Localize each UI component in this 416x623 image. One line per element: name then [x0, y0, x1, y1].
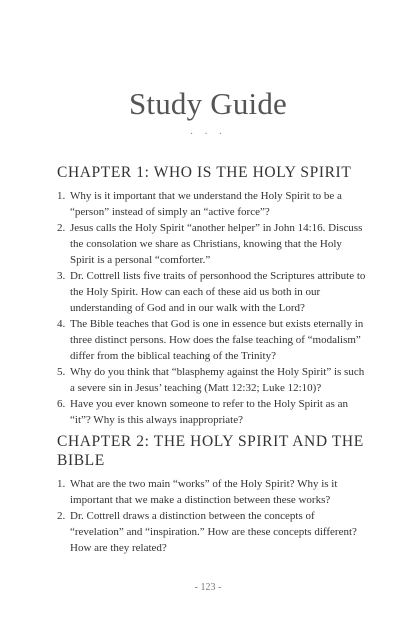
question-item [57, 268, 367, 316]
question-text: Why do you think that “blasphemy against the Holy Spirit” is such a severe sin in Jesus’ teaching (Matt 12:32; Luke 12:10)? [70, 366, 365, 394]
chapter-heading: CHAPTER 2: THE HOLY SPIRIT AND THE BIBLE [57, 433, 364, 469]
question-number: 3. [57, 270, 66, 282]
question-number: 1. [57, 190, 66, 202]
question-text: Why is it important that we understand the Holy Spirit to be a “person” instead of simply an “active force”? [70, 190, 342, 218]
chapter-1-section [57, 163, 367, 428]
question-number: 2. [57, 222, 66, 234]
question-text: Dr. Cottrell draws a distinction between the concepts of “revelation” and “inspiration.” How are these concepts different? How are they related? [70, 510, 357, 554]
question-number: 4. [57, 318, 66, 330]
question-item [57, 508, 367, 556]
question-item [57, 220, 367, 268]
question-list [57, 476, 367, 556]
question-item [57, 316, 367, 364]
question-list [57, 188, 367, 428]
page-title: Study Guide [128, 86, 288, 121]
page-number: - 123 - [194, 582, 222, 593]
question-text: Jesus calls the Holy Spirit “another helper” in John 14:16. Discuss the consolation we share as Christians, knowing that the Holy Spirit is a personal “comforter.” [70, 222, 363, 266]
question-number: 5. [57, 366, 66, 378]
question-text: Dr. Cottrell lists five traits of personhood the Scriptures attribute to the Holy Spirit. How can each of these aid us both in our understanding of God and in our walk with the Lord? [70, 270, 366, 314]
question-item [57, 396, 367, 428]
question-text: What are the two main “works” of the Holy Spirit? Why is it important that we make a distinction between these works? [70, 478, 338, 506]
question-item [57, 364, 367, 396]
question-number: 2. [57, 510, 66, 522]
question-item [57, 188, 367, 220]
question-text: The Bible teaches that God is one in essence but exists eternally in three distinct persons. How does the false teaching of “modalism” differ from the biblical teaching of the Trinity? [70, 318, 364, 362]
chapter-heading: CHAPTER 1: WHO IS THE HOLY SPIRIT [57, 164, 352, 181]
question-text: Have you ever known someone to refer to the Holy Spirit as an “it”? Why is this always inappropriate? [70, 398, 348, 426]
question-number: 6. [57, 398, 66, 410]
title-ornament: · · · [189, 128, 227, 140]
question-number: 1. [57, 478, 66, 490]
chapter-2-section [57, 432, 367, 556]
question-item [57, 476, 367, 508]
